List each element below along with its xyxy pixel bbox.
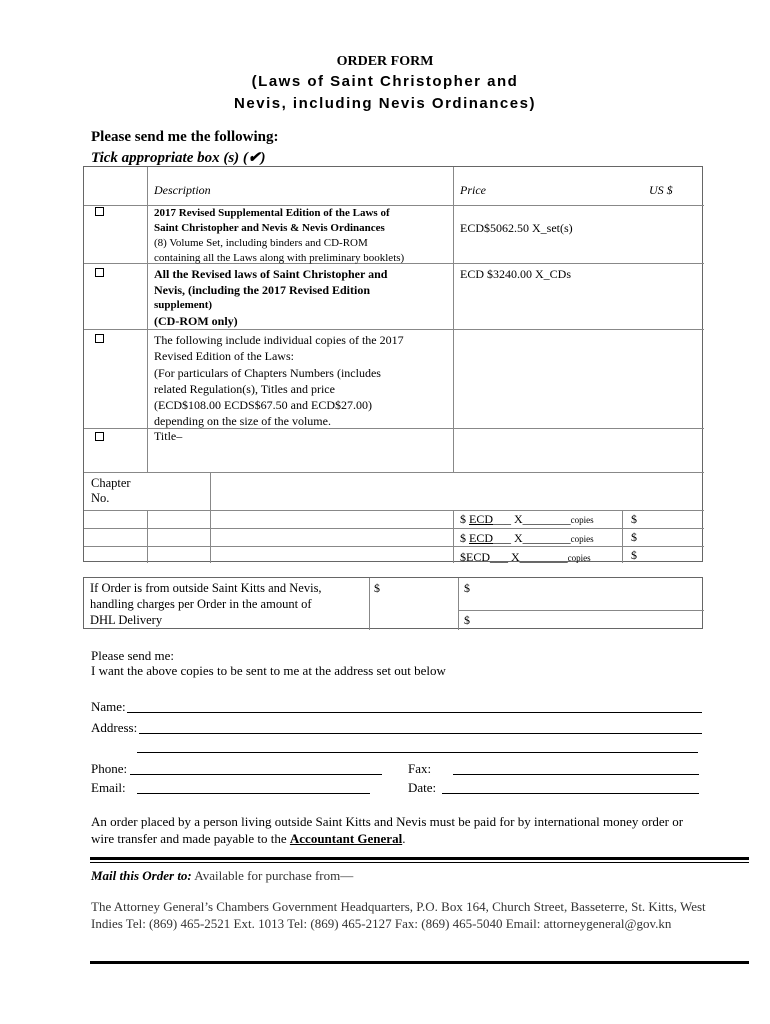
- footer-rule-top-thin: [90, 862, 749, 863]
- row2-price: ECD $3240.00 X_CDs: [460, 267, 572, 281]
- row2-description: All the Revised laws of Saint Christopher and Nevis, (including the 2017 Revised Edition supplement) (CD-ROM only): [154, 267, 388, 328]
- address-field-line1[interactable]: [139, 733, 702, 734]
- form-subtitle-line2: Nevis, including Nevis Ordinances): [234, 95, 536, 112]
- phone-label: Phone:: [91, 761, 128, 776]
- phone-field[interactable]: [130, 774, 382, 775]
- checkbox-cd-rom[interactable]: [95, 268, 104, 277]
- form-title: ORDER FORM: [336, 54, 434, 69]
- payee-name: Accountant General: [289, 831, 403, 846]
- address-instruction: I want the above copies to be sent to me at the address set out below: [91, 663, 446, 678]
- handling-amount-us: $: [464, 581, 470, 595]
- address-label: Address:: [91, 720, 138, 735]
- date-field[interactable]: [442, 793, 699, 794]
- date-label: Date:: [408, 780, 437, 795]
- checkbox-individual-copies[interactable]: [95, 334, 104, 343]
- row4-title-label: Title–: [154, 429, 183, 443]
- fax-label: Fax:: [408, 761, 432, 776]
- fax-field[interactable]: [453, 774, 699, 775]
- row1-price: ECD$5062.50 X_set(s): [460, 221, 573, 235]
- header-us-dollar: US $: [649, 183, 673, 197]
- intro-heading: Please send me the following:: [91, 129, 279, 145]
- order-line-3[interactable]: $ECD___ X________copies: [460, 550, 591, 564]
- payment-instructions: An order placed by a person living outside Saint Kitts and Nevis must be paid for by international money order or wire transfer and made payable to the Accountant General.: [91, 814, 684, 846]
- checkbox-supplemental-edition[interactable]: [95, 207, 104, 216]
- dhl-amount-us: $: [464, 613, 470, 627]
- chapter-number-label: Chapter No.: [91, 476, 131, 505]
- handling-charges-table: [83, 577, 703, 629]
- email-field[interactable]: [137, 793, 370, 794]
- mail-order-line: Mail this Order to: Available for purchase from—: [91, 868, 354, 883]
- name-label: Name:: [91, 699, 126, 714]
- order-us-values: $ $ $: [631, 512, 637, 562]
- footer-rule-top: [90, 857, 749, 860]
- contact-address: The Attorney General’s Chambers Government Headquarters, P.O. Box 164, Church Street, Basseterre, St. Kitts, West Indies Tel: (869) 465-2521 Ext. 1013 Tel: (869) 465-2127 Fax: (869) 465-5040 Email: attorneygeneral@gov.kn: [91, 899, 706, 931]
- checkbox-title[interactable]: [95, 432, 104, 441]
- tick-instruction: Tick appropriate box (s) (✔): [91, 150, 266, 166]
- name-field[interactable]: [127, 712, 702, 713]
- form-subtitle-line1: (Laws of Saint Christopher and: [251, 73, 519, 90]
- order-line-2[interactable]: $ ECD___ X________copies: [460, 531, 594, 545]
- row3-description: The following include individual copies of the 2017 Revised Edition of the Laws: (For particulars of Chapters Numbers (includes related Regulation(s), Titles and price (ECD$108.00 ECDS$67.50 and ECD$27.00) depending on the size of the volume.: [154, 333, 404, 429]
- please-send-label: Please send me:: [91, 648, 175, 663]
- header-price: Price: [460, 183, 486, 197]
- order-line-1[interactable]: $ ECD___ X________copies: [460, 512, 594, 526]
- handling-amount-ecd: $: [374, 581, 380, 595]
- address-field-line2[interactable]: [137, 752, 698, 753]
- footer-rule-bottom: [90, 961, 749, 964]
- handling-description: If Order is from outside Saint Kitts and Nevis, handling charges per Order in the amount of DHL Delivery: [90, 581, 322, 627]
- order-table: [83, 166, 703, 562]
- header-description: Description: [154, 183, 211, 197]
- email-label: Email:: [91, 780, 126, 795]
- order-quantity-lines: [460, 510, 594, 567]
- row1-description: 2017 Revised Supplemental Edition of the Laws of Saint Christopher and Nevis & Nevis Ordinances (8) Volume Set, including binders and CD-ROM containing all the Laws along with preliminary booklets): [154, 207, 405, 264]
